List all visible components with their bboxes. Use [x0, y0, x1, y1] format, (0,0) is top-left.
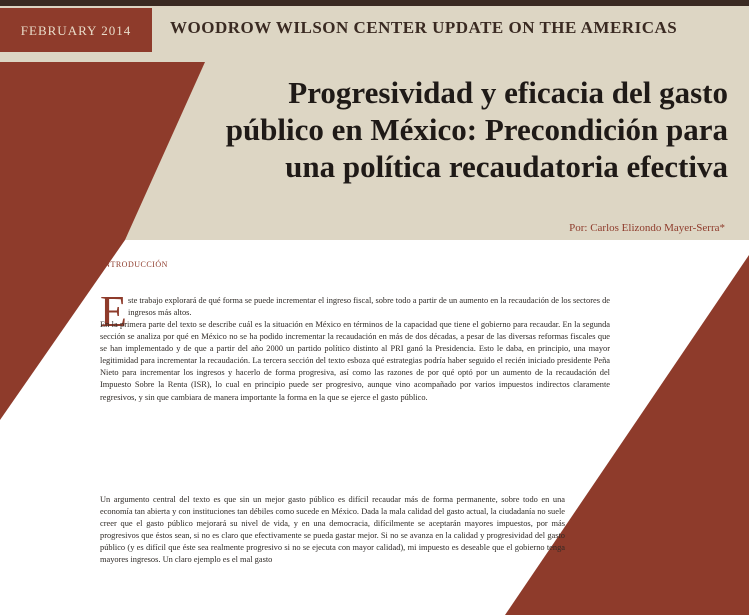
paragraph: En la primera parte del texto se describe cuál es la situación en México en términos de la capacidad que tiene el gobierno para recaudar. En la segunda sección se analiza por qué en México no se ha podido incrementar la recaudación en más de dos décadas, a pesar de las diversas reformas fiscales que se han implementado y de que a partir del año 2000 un partido político distinto al PRI ganó la Presidencia. Esto le daba, en principio, una mayor legitimidad para incrementar la recaudación. La tercera sección del texto esboza qué estrategias podría haber seguido el recién iniciado presidente Peña Nieto para incrementar los ingresos y hacerlo de forma progresiva, así como las razones de por qué optó por un aumento de la recaudación del Impuesto Sobre la Renta (ISR), lo cual en principio puede ser progresivo, aunque vino acompañado por varios impuestos indirectos claramente regresivos, y sin que cambiara de manera importante la forma en la que se ejerce el gasto público.	[100, 320, 610, 402]
issue-date: FEBRUARY 2014	[20, 23, 132, 38]
paragraph: Un argumento central del texto es que sin un mejor gasto público es difícil recaudar más de forma permanente, sobre todo en una economía tan abierta y con instituciones tan débiles como sucede en México. Dada la mala calidad del gasto actual, la ciudadanía no suele creer que el gasto público mejorará su nivel de vida, y en una democracia, difícilmente se aceptarán mayores impuestos, por más progresivos que éstos sean, si no es claro que efectivamente se pueda gastar mejor. Si no se avanza en la calidad y progresividad del gasto público (y es difícil que éste sea realmente progresivo si no se ejecuta con mayor calidad), mi impuesto es deseable que el gobierno tenga mayores ingresos. Un claro ejemplo es el mal gasto	[100, 495, 565, 565]
article-title	[118, 74, 728, 186]
title-line: público en México: Precondición para	[225, 112, 728, 148]
series-title: WOODROW WILSON CENTER UPDATE ON THE AMERICAS	[170, 18, 678, 37]
section-heading: Introducción	[100, 258, 168, 270]
title-line: Progresividad y eficacia del gasto	[288, 75, 728, 110]
drop-cap: E	[100, 287, 127, 336]
top-photo-strip	[0, 0, 749, 6]
title-line: una política recaudatoria efectiva	[285, 149, 728, 185]
paragraph: ste trabajo explorará de qué forma se puede incrementar el ingreso fiscal, sobre todo a partir de un aumento en la recaudación de los sectores de ingresos más altos.	[128, 296, 610, 318]
author-byline: Por: Carlos Elizondo Mayer-Serra*	[569, 222, 725, 234]
